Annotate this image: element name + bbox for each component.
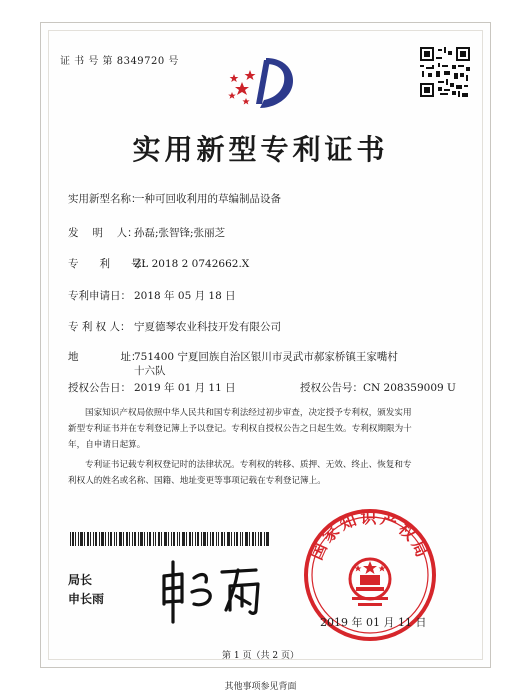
- inventor-label: 发 明 人：: [68, 227, 138, 239]
- patent-office-emblem-icon: [220, 52, 306, 112]
- grant-number-row: [300, 380, 456, 395]
- bottom-note: 其他事项参见背面: [224, 682, 297, 692]
- barcode-icon: [70, 532, 270, 546]
- certificate-number: 证 书 号 第 8349720 号: [60, 56, 179, 67]
- utility-model-name-row: [68, 191, 281, 206]
- svg-text:国家知识产权局: [307, 508, 433, 563]
- certificate-title: 实用新型专利证书: [132, 133, 389, 166]
- handwritten-signature-icon: [158, 556, 276, 626]
- legal-status-line-1: 专利证书记载专利权登记时的法律状况。专利权的转移、质押、无效、终止、恢复和专: [85, 460, 412, 470]
- grant-statement-line-1: 国家知识产权局依照中华人民共和国专利法经过初步审查，决定授予专利权，颁发实用: [85, 408, 412, 418]
- inventor-row: [68, 225, 225, 240]
- signature-title-director: 局长: [68, 573, 93, 587]
- grant-number-value: CN 208359009 U: [363, 382, 456, 394]
- utility-model-name-value: 一种可回收利用的草编制品设备: [134, 193, 281, 205]
- grant-number-label: 授权公告号：: [300, 382, 363, 394]
- filing-date-row: [68, 288, 236, 303]
- legal-status-line-2: 利权人的姓名或名称、国籍、地址变更等事项记载在专利登记簿上。: [68, 476, 326, 486]
- grant-date-value: 2019 年 01 月 11 日: [134, 382, 236, 394]
- address-line-1: 751400 宁夏回族自治区银川市灵武市郝家桥镇王家嘴村: [134, 351, 398, 363]
- patentee-label: 专 利 权 人：: [68, 321, 131, 333]
- address-row: [68, 349, 398, 364]
- grant-date-label: 授权公告日：: [68, 382, 131, 394]
- legal-status-paragraph: [68, 457, 468, 489]
- grant-date-row: [68, 380, 236, 395]
- patent-number-row: [68, 256, 249, 271]
- qr-code-icon: [420, 47, 470, 97]
- signature-title-name: 申长雨: [68, 592, 105, 606]
- seal-date: 2019 年 01 月 11 日: [320, 616, 427, 629]
- seal-text: 国家知识产权局: [306, 507, 434, 563]
- grant-statement-line-2: 新型专利证书并在专利登记簿上予以登记。专利权自授权公告之日起生效。专利权期限为十: [68, 424, 412, 434]
- patentee-row: [68, 319, 281, 334]
- address-line-2: 十六队: [134, 365, 166, 377]
- page-number: 第 1 页（共 2 页）: [222, 651, 299, 661]
- address-label: 地 址：: [68, 351, 142, 363]
- filing-date-value: 2018 年 05 月 18 日: [134, 290, 236, 302]
- patent-number-value: ZL 2018 2 0742662.X: [134, 258, 250, 270]
- filing-date-label: 专利申请日：: [68, 290, 131, 302]
- grant-statement-paragraph: [68, 405, 468, 453]
- inventor-value: 孙磊;张智锋;张丽芝: [134, 227, 226, 239]
- grant-statement-line-3: 年，自申请日起算。: [68, 440, 146, 450]
- patentee-value: 宁夏德琴农业科技开发有限公司: [134, 321, 281, 333]
- utility-model-name-label: 实用新型名称：: [68, 193, 142, 205]
- patent-number-label: 专 利 号：: [68, 258, 152, 270]
